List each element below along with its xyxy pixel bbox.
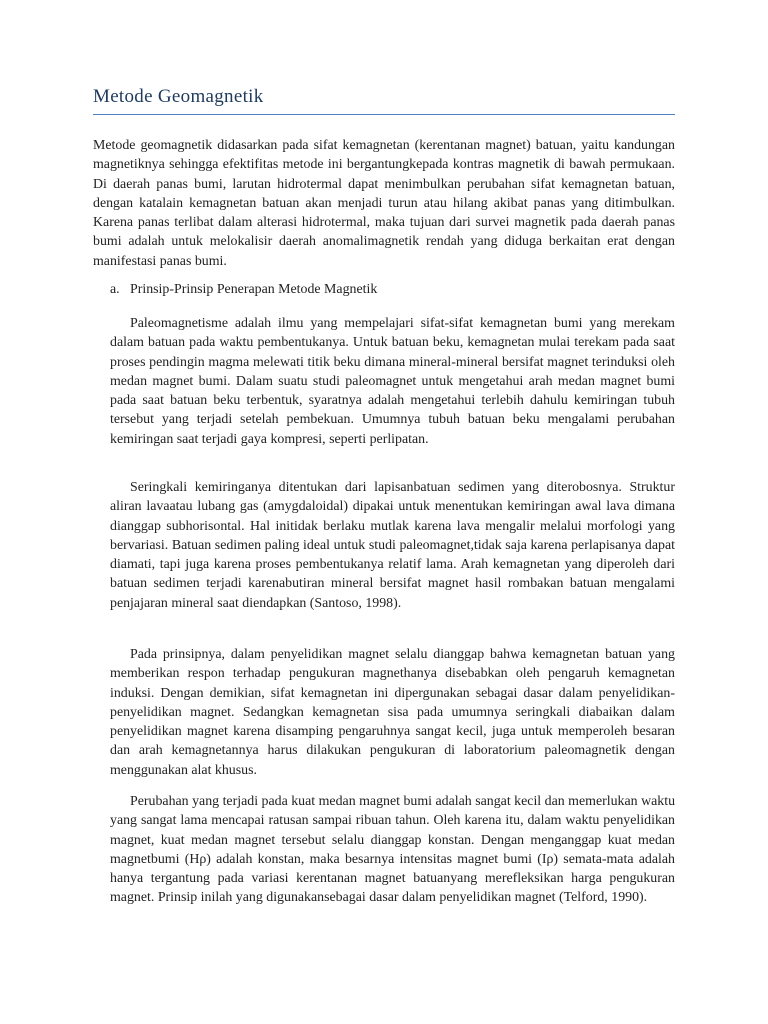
section-a-marker: a. (110, 282, 120, 297)
paragraph-kemiringan: Seringkali kemiringanya ditentukan dari lapisanbatuan sedimen yang diterobosnya. Struktur aliran lavaatau lubang gas (amygdaloidal) dipakai untuk menentukan kemiringan awal lava dimana dianggap subhorisontal. Hal initidak berlaku mutlak karena lava mengalir melalui morfologi yang bervariasi. Batuan sedimen paling ideal untuk studi paleomagnet,tidak saja karena perlapisanya dapat diamati, tapi juga karena proses pembentukanya relatif lama. Arah kemagnetan yang diperoleh dari batuan sedimen terjadi karenabutiran mineral bersifat magnet hasil rombakan batuan mengalami penjajaran mineral saat diendapkan (Santoso, 1998). (110, 480, 675, 611)
section-a-heading (110, 280, 377, 299)
section-a-title: Prinsip-Prinsip Penerapan Metode Magnetik (130, 282, 378, 297)
paragraph-perubahan: Perubahan yang terjadi pada kuat medan magnet bumi adalah sangat kecil dan memerlukan waktu yang sangat lama mencapai ratusan sampai ribuan tahun. Oleh karena itu, dalam waktu penyelidikan magnet, kuat medan magnet tersebut selalu dianggap konstan. Dengan menganggap kuat medan magnetbumi (Hρ) adalah konstan, maka besarnya intensitas magnet bumi (Iρ) semata-mata adalah hanya tergantung pada variasi kerentanan magnet batuanyang merefleksikan harga pengukuran magnet. Prinsip inilah yang digunakansebagai dasar dalam penyelidikan magnet (Telford, 1990). (110, 794, 676, 906)
paragraph-prinsip: Pada prinsipnya, dalam penyelidikan magnet selalu dianggap bahwa kemagnetan batuan yang memberikan respon terhadap pengukuran magnethanya disebabkan oleh pengaruh kemagnetan induksi. Dengan demikian, sifat kemagnetan ini dipergunakan sebagai dasar dalam penyelidikan-penyelidikan magnet. Sedangkan kemagnetan sisa pada umumnya seringkali diabaikan dalam penyelidikan magnet karena disamping pengaruhnya sangat kecil, juga untuk memperoleh besaran dan arah kemagnetannya harus dilakukan pengukuran di laboratorium paleomagnetik dengan menggunakan alat khusus. (110, 647, 675, 778)
paragraph-paleomagnetisme: Paleomagnetisme adalah ilmu yang mempelajari sifat-sifat kemagnetan bumi yang merekam dalam batuan pada waktu pembentukanya. Untuk batuan beku, kemagnetan mulai terekam pada saat proses pendingin magma melewati titik beku dimana mineral-mineral bersifat magnet terinduksi oleh medan magnet bumi. Dalam suatu studi paleomagnet untuk mengetahui arah medan magnet bumi pada saat batuan beku terbentuk, syaratnya adalah mengetahui terlebih dahulu kemiringan tubuh tersebut yang terjadi setelah pembekuan. Umumnya tubuh batuan beku mengalami perubahan kemiringan saat terjadi gaya kompresi, seperti perlipatan. (110, 316, 675, 447)
intro-paragraph: Metode geomagnetik didasarkan pada sifat kemagnetan (kerentanan magnet) batuan, yaitu kandungan magnetiknya sehingga efektifitas metode ini bergantungkepada kontras magnetik di bawah permukaan. Di daerah panas bumi, larutan hidrotermal dapat menimbulkan perubahan sifat kemagnetan batuan, dengan katalain kemagnetan batuan akan menjadi turun atau hilang akibat panas yang ditimbulkan. Karena panas terlibat dalam alterasi hidrotermal, maka tujuan dari survei magnetik pada daerah panas bumi adalah untuk melokalisir daerah anomalimagnetik rendah yang diduga berkaitan erat dengan manifestasi panas bumi. (93, 138, 675, 269)
document-title: Metode Geomagnetik (93, 86, 264, 107)
title-underline (93, 114, 675, 115)
